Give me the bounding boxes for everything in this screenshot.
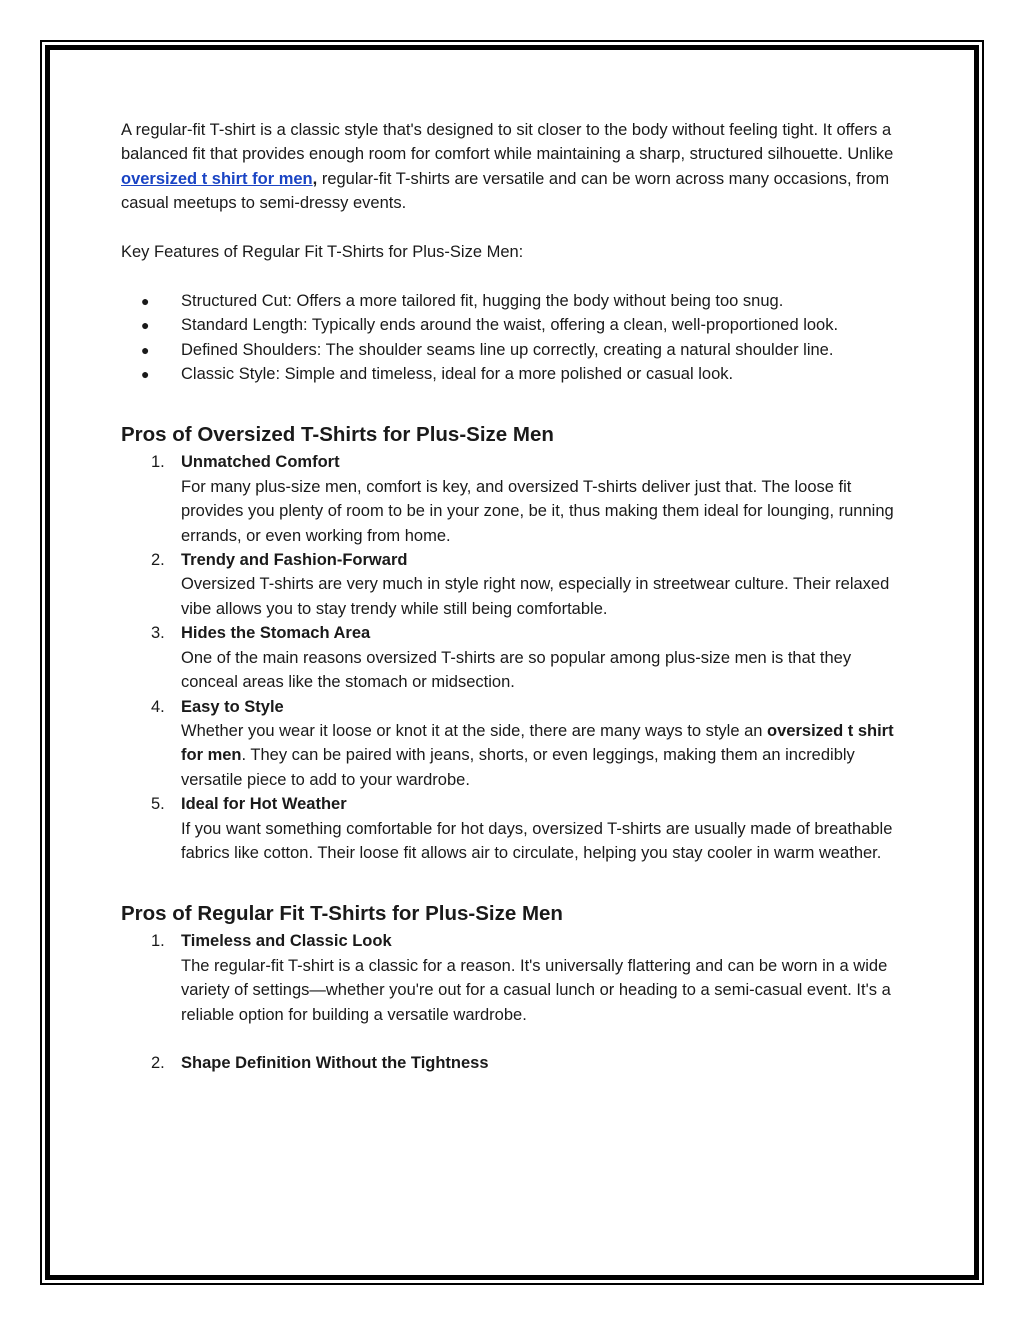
intro-comma: , xyxy=(312,169,318,188)
document-body xyxy=(121,118,911,1076)
item-number: 3. xyxy=(151,624,165,643)
item-text: The regular-fit T-shirt is a classic for a reason. It's universally flattering and can be worn in a wide variety of settings—whether you're out for a casual lunch or heading to a semi-casual event. It's a reliable option for building a versatile wardrobe. xyxy=(181,956,891,1024)
bullet-icon: ● xyxy=(141,341,150,358)
item-title: Hides the Stomach Area xyxy=(181,624,371,643)
item-title: Timeless and Classic Look xyxy=(181,932,392,951)
oversized-pros-heading: Pros of Oversized T-Shirts for Plus-Size Men xyxy=(121,423,554,447)
list-item xyxy=(121,621,911,694)
list-item xyxy=(121,338,911,362)
list-item xyxy=(121,929,911,1027)
intro-text-end: regular-fit T-shirts are versatile and can be worn across many occasions, from casual meetups to semi-dressy events. xyxy=(121,169,890,213)
bullet-icon: ● xyxy=(141,366,150,383)
list-item xyxy=(121,362,911,386)
regular-pros-list xyxy=(121,929,911,1075)
item-number: 5. xyxy=(151,795,165,814)
regular-pros-heading: Pros of Regular Fit T-Shirts for Plus-Size Men xyxy=(121,902,563,926)
item-text: If you want something comfortable for hot days, oversized T-shirts are usually made of breathable fabrics like cotton. Their loose fit allows air to circulate, helping you stay cooler in warm weather. xyxy=(181,819,893,862)
item-number: 2. xyxy=(151,551,165,570)
item-title: Easy to Style xyxy=(181,697,284,716)
list-item xyxy=(121,313,911,337)
key-features-heading: Key Features of Regular Fit T-Shirts for Plus-Size Men: xyxy=(121,243,524,262)
list-item-text: Classic Style: Simple and timeless, ideal for a more polished or casual look. xyxy=(181,365,734,384)
bullet-icon: ● xyxy=(141,317,150,334)
list-item xyxy=(121,548,911,621)
item-number: 2. xyxy=(151,1054,165,1073)
oversized-pros-list xyxy=(121,450,911,865)
intro-paragraph xyxy=(121,118,911,216)
list-item-text: Standard Length: Typically ends around the waist, offering a clean, well-proportioned look. xyxy=(181,316,839,335)
intro-text-start: A regular-fit T-shirt is a classic style that's designed to sit closer to the body without feeling tight. It offers a balanced fit that provides enough room for comfort while maintaining a sharp, structured silhouette. Unlike xyxy=(121,121,894,164)
item-text: . They can be paired with jeans, shorts, or even leggings, making them an incredibly versatile piece to add to your wardrobe. xyxy=(181,746,855,789)
bullet-icon: ● xyxy=(141,292,150,309)
item-number: 4. xyxy=(151,697,165,716)
item-text: Oversized T-shirts are very much in style right now, especially in streetwear culture. Their relaxed vibe allows you to stay trendy while still being comfortable. xyxy=(181,575,890,618)
item-text: Whether you wear it loose or knot it at the side, there are many ways to style an xyxy=(181,721,768,740)
item-title: Trendy and Fashion-Forward xyxy=(181,551,408,570)
item-number: 1. xyxy=(151,932,165,951)
oversized-tshirt-link[interactable]: oversized t shirt for men xyxy=(121,169,313,188)
item-text: For many plus-size men, comfort is key, and oversized T-shirts deliver just that. The loose fit provides you plenty of room to be in your zone, be it, thus making them ideal for lounging, running errands, or even working from home. xyxy=(181,477,894,545)
list-item xyxy=(121,1051,911,1075)
item-bold-text: oversized t shirt for men xyxy=(181,721,894,765)
list-item xyxy=(121,450,911,548)
list-item xyxy=(121,792,911,865)
key-features-list xyxy=(121,289,911,387)
list-item xyxy=(121,695,911,793)
item-title: Unmatched Comfort xyxy=(181,453,340,472)
list-item-text: Structured Cut: Offers a more tailored fit, hugging the body without being too snug. xyxy=(181,291,784,310)
list-item-text: Defined Shoulders: The shoulder seams line up correctly, creating a natural shoulder line. xyxy=(181,340,834,359)
item-text: One of the main reasons oversized T-shirts are so popular among plus-size men is that they conceal areas like the stomach or midsection. xyxy=(181,648,852,692)
item-title: Shape Definition Without the Tightness xyxy=(181,1054,489,1073)
item-number: 1. xyxy=(151,453,165,472)
list-item xyxy=(121,289,911,313)
item-title: Ideal for Hot Weather xyxy=(181,795,347,814)
